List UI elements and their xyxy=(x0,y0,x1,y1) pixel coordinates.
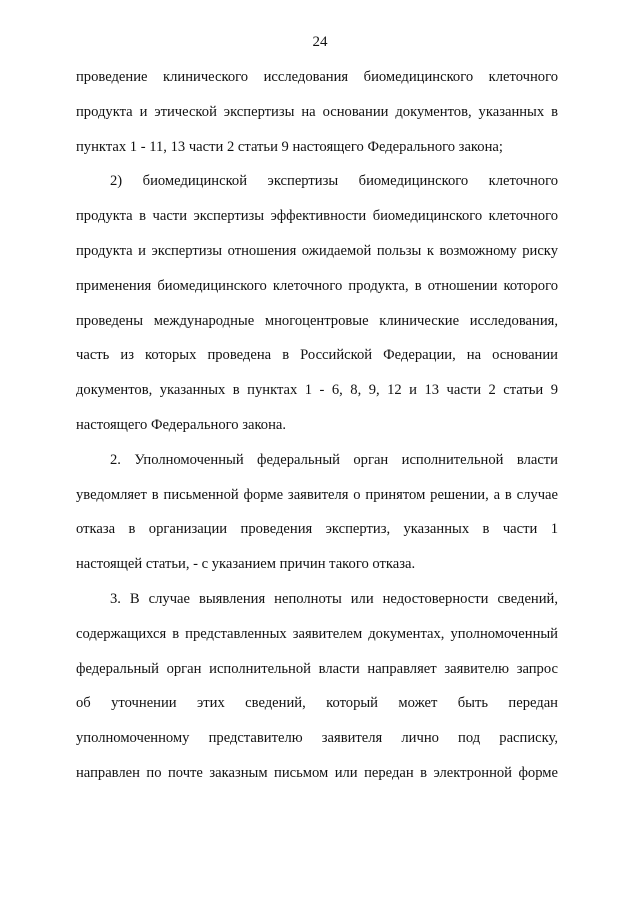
text-line: содержащихся в представленных заявителем документах, уполномоченный xyxy=(76,625,558,642)
text-line: пунктах 1 - 11, 13 части 2 статьи 9 настоящего Федерального закона; xyxy=(76,138,503,155)
text-line: продукта в части экспертизы эффективности биомедицинского клеточного xyxy=(76,208,558,225)
text-line: продукта и этической экспертизы на основании документов, указанных в xyxy=(76,103,558,120)
text-line: направлен по почте заказным письмом или передан в электронной форме xyxy=(76,764,558,781)
text-line: об уточнении этих сведений, который может быть передан xyxy=(76,695,558,712)
paragraph-3 xyxy=(76,449,558,588)
text-line: проведение клинического исследования биомедицинского клеточного xyxy=(76,69,558,85)
text-line: 3. В случае выявления неполноты или недостоверности сведений, xyxy=(110,590,558,607)
text-line: часть из которых проведена в Российской Федерации, на основании xyxy=(76,347,558,364)
paragraph-2 xyxy=(76,170,558,448)
text-line: применения биомедицинского клеточного продукта, в отношении которого xyxy=(76,277,558,294)
paragraph-1 xyxy=(76,66,558,170)
document-body xyxy=(76,66,558,797)
text-line: проведены международные многоцентровые клинические исследования, xyxy=(76,312,558,329)
text-line: настоящей статьи, - с указанием причин такого отказа. xyxy=(76,556,416,573)
text-line: продукта и экспертизы отношения ожидаемой пользы к возможному риску xyxy=(76,242,558,259)
text-line: настоящего Федерального закона. xyxy=(76,416,287,433)
text-line: 2. Уполномоченный федеральный орган исполнительной власти xyxy=(110,451,558,468)
text-line: уведомляет в письменной форме заявителя о принятом решении, а в случае xyxy=(76,486,558,503)
paragraph-4 xyxy=(76,588,558,797)
text-line: 2) биомедицинской экспертизы биомедицинского клеточного xyxy=(110,173,558,190)
text-line: отказа в организации проведения экспертиз, указанных в части 1 xyxy=(76,521,558,538)
text-line: документов, указанных в пунктах 1 - 6, 8, 9, 12 и 13 части 2 статьи 9 xyxy=(76,382,558,399)
text-line: уполномоченному представителю заявителя лично под расписку, xyxy=(76,730,558,747)
page-number: 24 xyxy=(312,34,328,50)
text-line: федеральный орган исполнительной власти направляет заявителю запрос xyxy=(76,660,558,677)
